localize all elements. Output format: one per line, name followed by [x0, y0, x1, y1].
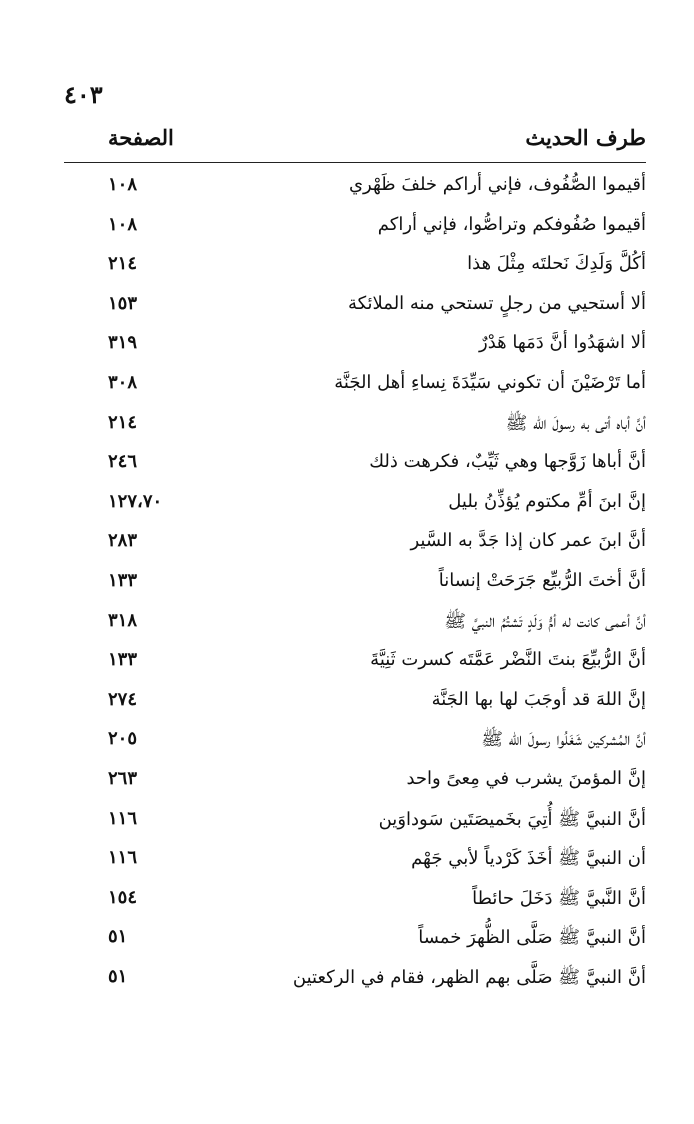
page-reference: ١٥٤: [108, 886, 138, 908]
hadith-index-list: [64, 168, 646, 999]
hadith-text: إنَّ ابنَ أمِّ مكتوم يُؤذِّنُ بليل: [448, 490, 646, 512]
page-reference: ٣١٨: [108, 609, 138, 631]
index-entry: [64, 960, 646, 1000]
hadith-text: أنَّ النبيَّ ﷺ صَلَّى الظُّهرَ خمساً: [418, 927, 646, 949]
hadith-text: أنَّ المُشركين شَغَلُوا رسولَ الله ﷺ: [481, 729, 646, 751]
page-number: ٤٠٣: [64, 80, 103, 109]
hadith-text: أنَّ أختَ الرُّبيِّع جَرَحَتْ إنساناً: [438, 569, 646, 591]
page-reference: ١١٦: [108, 807, 138, 829]
hadith-text: أنَّ ابنَ عمر كان إذا جَدَّ به السَّير: [410, 530, 646, 552]
page-reference: ٥١: [108, 926, 128, 948]
hadith-text: أقيموا صُفُوفكم وتراصُّوا، فإني أراكم: [377, 213, 646, 235]
index-entry: [64, 762, 646, 802]
index-entry: [64, 366, 646, 406]
hadith-text: ألا أستحيي من رجلٍ تستحي منه الملائكة: [347, 292, 646, 314]
page-reference: ١٥٣: [108, 292, 138, 314]
page-reference: ١١٦: [108, 847, 138, 869]
hadith-text: أن النبيَّ ﷺ أخَذَ كَرْدياً لأبي جَهْم: [411, 848, 646, 870]
page-reference: ٣١٩: [108, 332, 138, 354]
index-entry: [64, 802, 646, 842]
hadith-text: أنَّ الرُّبيِّعَ بنتَ النَّضْر عَمَّتَه كسرت ثَنِيَّةَ: [370, 649, 646, 671]
page-reference: ١٢٧،٧٠: [108, 490, 163, 512]
hadith-text: أنَّ النَّبيَّ ﷺ دَخَلَ حائطاً: [472, 887, 646, 909]
page-reference: ٢٨٣: [108, 530, 138, 552]
index-header: [64, 125, 646, 161]
page-reference: ١٣٣: [108, 569, 138, 591]
index-entry: [64, 406, 646, 446]
index-entry: [64, 604, 646, 644]
index-entry: [64, 208, 646, 248]
page-reference: ١٠٨: [108, 213, 138, 235]
hadith-text: أقيموا الصُّفُوف، فإني أراكم خلفَ ظَهْري: [348, 174, 646, 195]
page-reference: ٢٠٥: [108, 728, 138, 750]
index-entry: [64, 287, 646, 327]
hadith-text: أنَّ أباها زَوَّجها وهي ثَيِّبٌ، فكرهت ذلك: [369, 451, 646, 473]
page-reference: ٢١٤: [108, 411, 138, 433]
index-entry: [64, 485, 646, 525]
hadith-text: أنَّ أباه أتى به رسولَ الله ﷺ: [505, 412, 646, 434]
hadith-text: أنَّ أعمى كانت له أمُّ وَلَدٍ تَشتُمُ النبيَّ ﷺ: [444, 610, 646, 632]
index-entry: [64, 524, 646, 564]
index-entry: [64, 920, 646, 960]
index-entry: [64, 564, 646, 604]
page-reference: ١٣٣: [108, 649, 138, 671]
page-reference: ٥١: [108, 965, 128, 987]
page-reference: ٣٠٨: [108, 371, 138, 393]
index-entry: [64, 722, 646, 762]
index-entry: [64, 168, 646, 208]
hadith-text: أكُلَّ وَلَدِكَ نَحلتَه مِثْلَ هذا: [467, 253, 646, 275]
index-entry: [64, 841, 646, 881]
index-entry: [64, 326, 646, 366]
index-entry: [64, 881, 646, 921]
index-entry: [64, 643, 646, 683]
index-entry: [64, 247, 646, 287]
page-reference: ٢٧٤: [108, 688, 138, 710]
hadith-text: إنَّ اللهَ قد أوجَبَ لها بها الجَنَّة: [431, 688, 646, 710]
hadith-text: أنَّ النبيَّ ﷺ أُتِيَ بخَميصَتَين سَوداوَين: [378, 808, 646, 830]
hadith-text: إنَّ المؤمنَ يشرب في مِعىً واحد: [406, 767, 646, 789]
page-reference: ٢١٤: [108, 253, 138, 275]
page-reference: ٢٤٦: [108, 451, 138, 473]
hadith-text: ألا اشهَدُوا أنَّ دَمَها هَدْرٌ: [479, 332, 646, 354]
index-entry: [64, 683, 646, 723]
index-entry: [64, 445, 646, 485]
hadith-text: أما تَرْضَيْنَ أن تكوني سَيِّدَةَ نِساءِ أهل الجَنَّة: [334, 371, 646, 393]
page-column-header: الصفحة: [108, 125, 174, 150]
hadith-column-header: طرف الحديث: [525, 125, 646, 150]
page-reference: ٢٦٣: [108, 767, 138, 789]
page-reference: ١٠٨: [108, 174, 138, 195]
header-divider: [64, 162, 646, 163]
hadith-text: أنَّ النبيَّ ﷺ صَلَّى بهم الظهر، فقام في الركعتين: [292, 966, 646, 988]
